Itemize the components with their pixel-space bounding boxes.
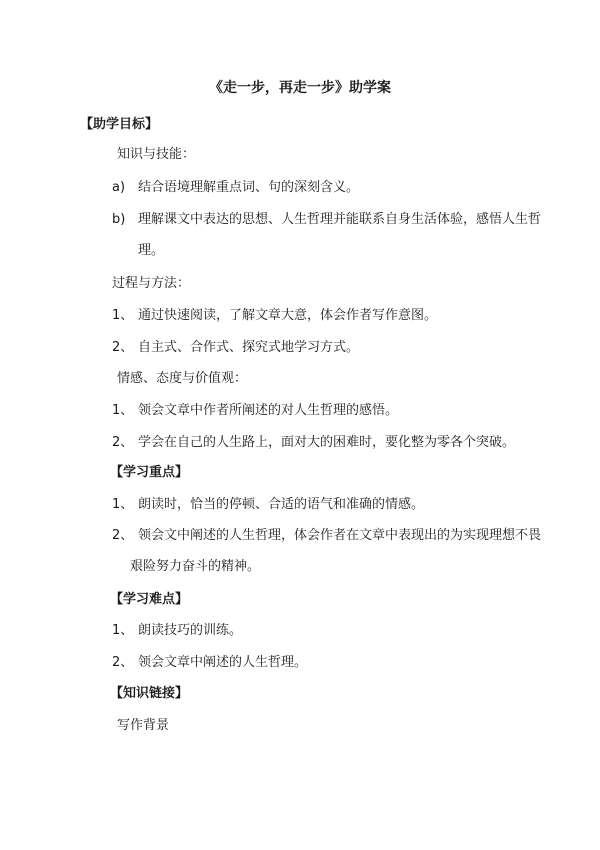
subheading-background: 写作背景 [117,718,170,733]
document-title: 《走一步，再走一步》助学案 [209,80,391,96]
list-item [112,528,541,544]
list-marker: 1、 [112,403,134,418]
section-heading-links: 【知识链接】 [110,686,189,701]
list-item-text: 学会在自己的人生路上，面对大的困难时，要化整为零各个突破。 [138,435,516,450]
list-item [112,623,242,639]
subheading-process: 过程与方法： [112,276,191,291]
list-marker: 2、 [112,435,134,450]
list-item [112,180,359,196]
list-item-continuation: 艰险努力奋斗的精神。 [130,559,261,574]
list-item-text: 领会文章中作者所阐述的对人生哲理的感悟。 [138,403,399,418]
list-marker: 2、 [112,340,134,355]
list-item-text: 朗读技巧的训练。 [138,623,243,638]
section-heading-key-points: 【学习重点】 [110,465,189,480]
list-item-text: 通过快速阅读，了解文章大意，体会作者写作意图。 [138,308,438,323]
list-marker: b) [112,212,126,227]
list-marker: 1、 [112,497,134,512]
section-heading-goals: 【助学目标】 [80,117,159,132]
list-marker: 1、 [112,308,134,323]
list-item-text: 自主式、合作式、探究式地学习方式。 [138,340,360,355]
section-heading-difficulties: 【学习难点】 [110,592,189,607]
list-item [112,435,515,451]
list-item-text: 朗读时，恰当的停顿、合适的语气和准确的情感。 [138,497,425,512]
list-item-text: 领会文中阐述的人生哲理，体会作者在文章中表现出的为实现理想不畏 [138,528,542,543]
list-item [112,308,437,324]
list-item [112,212,541,228]
list-marker: 2、 [112,528,134,543]
list-item-text: 结合语境理解重点词、句的深刻含义。 [138,180,360,195]
list-item-continuation: 理。 [138,243,165,258]
list-item [112,497,424,513]
list-marker: 1、 [112,623,134,638]
list-item-text: 理解课文中表达的思想、人生哲理并能联系自身生活体验，感悟人生哲 [138,212,542,227]
list-item [112,403,398,419]
list-item [112,340,359,356]
list-item [112,655,307,671]
subheading-knowledge: 知识与技能： [117,147,196,162]
subheading-emotion: 情感、态度与价值观： [117,371,248,386]
list-marker: a) [112,180,126,195]
list-item-text: 领会文章中阐述的人生哲理。 [138,655,308,670]
list-marker: 2、 [112,655,134,670]
